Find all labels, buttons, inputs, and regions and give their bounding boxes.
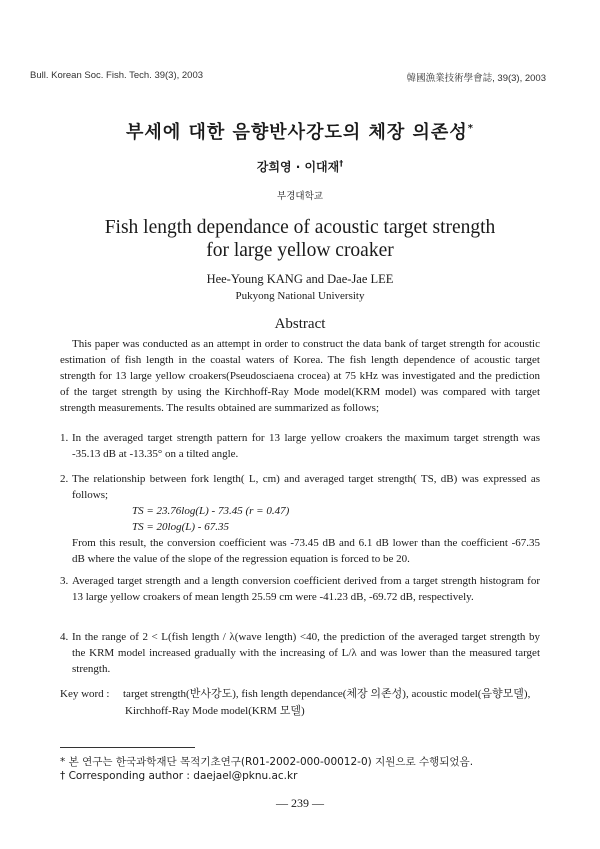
result-item-2-text: The relationship between fork length( L, cm) and averaged target strength( TS, dB) was expressed as follows;: [72, 473, 540, 501]
result-item-4-number: 4.: [60, 631, 69, 643]
page-number: — 239 —: [276, 796, 324, 810]
korean-affiliation: 부경대학교: [277, 191, 323, 202]
result-item-1-text: In the averaged target strength pattern for 13 large yellow croakers the maximum target strength was -35.13 dB at -13.35° on a tilted angle.: [72, 432, 540, 460]
korean-title: [0, 118, 600, 144]
keywords-line-2: Kirchhoff-Ray Mode model(KRM 모델): [125, 705, 305, 717]
result-item-3-text: Averaged target strength and a length conversion coefficient derived from a target strength histogram for 13 large yellow croakers of mean length 25.59 cm were -41.23 dB, -69.72 dB, respectively.: [72, 575, 540, 603]
result-item-4-text: In the range of 2 < L(fish length / λ(wave length) <40, the prediction of the averaged target strength by the KRM model increased gradually with the increasing of L/λ and was lower than the measured target strength.: [72, 631, 540, 675]
korean-authors: [0, 158, 600, 175]
english-authors: Hee-Young KANG and Dae-Jae LEE: [206, 272, 394, 286]
result-item-4: [60, 629, 540, 677]
keywords: [60, 686, 545, 720]
title-footnote-mark: *: [467, 123, 474, 134]
journal-header-right: 韓國漁業技術學會誌, 39(3), 2003: [406, 73, 546, 84]
result-item-2-number: 2.: [60, 473, 69, 485]
result-item-1: [60, 430, 540, 462]
journal-header-left: Bull. Korean Soc. Fish. Tech. 39(3), 2003: [30, 70, 204, 81]
english-title-line-1: Fish length dependance of acoustic target strength: [104, 217, 496, 238]
abstract-intro: This paper was conducted as an attempt in order to construct the data bank of target strength for acoustic estimation of fish length in the coastal waters of Korea. The fish length dependence of acoustic target strength for 13 large yellow croakers(Pseudosciaena crocea) at 75 kHz was investigated and the prediction of the target strength by using the Kirchhoff-Ray Mode model(KRM model) was compared with target strength measurements. The results obtained are summarized as follows;: [60, 338, 540, 414]
result-item-1-number: 1.: [60, 432, 69, 444]
keywords-line-1: target strength(반사강도), fish length dependance(체장 의존성), acoustic model(음향모델),: [123, 688, 531, 700]
result-item-3: [60, 573, 540, 605]
result-item-3-number: 3.: [60, 575, 69, 587]
english-title-line-2: for large yellow croaker: [206, 240, 394, 261]
funding-footnote: * 본 연구는 한국과학재단 목적기초연구(R01-2002-000-00012-0) 지원으로 수행되었음.: [60, 756, 474, 768]
korean-title-text: 부세에 대한 음향반사강도의 체장 의존성: [126, 122, 468, 143]
english-title: [0, 216, 600, 262]
corresponding-author-footnote: † Corresponding author : daejael@pknu.ac.kr: [60, 770, 298, 782]
regression-equation-2: TS = 20log(L) - 67.35: [132, 521, 229, 533]
result-item-2: [60, 471, 540, 567]
author-footnote-mark: †: [339, 159, 344, 168]
abstract-heading: Abstract: [274, 316, 326, 332]
english-affiliation: Pukyong National University: [235, 290, 365, 302]
korean-authors-text: 강희영 · 이대재: [256, 160, 340, 174]
regression-equation-1: TS = 23.76log(L) - 73.45 (r = 0.47): [132, 505, 290, 517]
footnote-divider: [60, 747, 195, 748]
result-item-2-after: From this result, the conversion coefficient was -73.45 dB and 6.1 dB lower than the coefficient -67.35 dB where the value of the slope of the regression equation is forced to be 20.: [72, 537, 540, 565]
keywords-label: Key word :: [60, 688, 110, 700]
